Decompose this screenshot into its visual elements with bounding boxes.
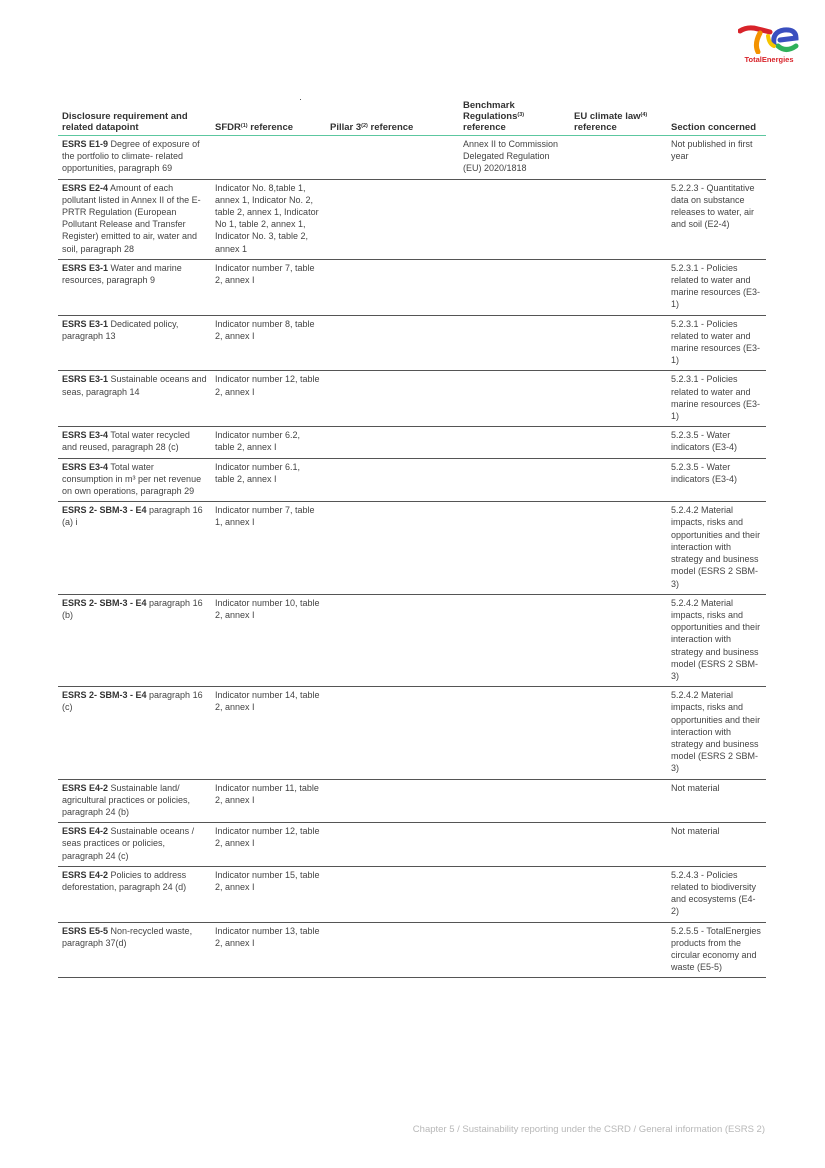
cell-section: 5.2.4.3 - Policies related to biodiversity and ecosystems (E4-2) [667,866,766,922]
cell-benchmark [459,458,570,502]
cell-benchmark [459,866,570,922]
cell-sfdr: Indicator No. 8,table 1, annex 1, Indicator No. 2, table 2, annex 1, Indicator No 1, table 2, annex 1, Indicator No. 3, table 2, annex 1 [211,179,326,259]
cell-disclosure: ESRS E3-4 Total water recycled and reused, paragraph 28 (c) [58,427,211,458]
cell-section: 5.2.4.2 Material impacts, risks and opportunities and their interaction with strategy and business model (ESRS 2 SBM-3) [667,687,766,779]
cell-pillar3 [326,315,459,371]
cell-pillar3 [326,922,459,978]
cell-eu-climate-law [570,594,667,686]
cell-sfdr: Indicator number 14, table 2, annex I [211,687,326,779]
cell-eu-climate-law [570,502,667,594]
table-row [58,259,766,315]
cell-eu-climate-law [570,866,667,922]
cell-disclosure: ESRS E4-2 Sustainable land/ agricultural practices or policies, paragraph 24 (b) [58,779,211,823]
cell-benchmark [459,371,570,427]
table-row [58,136,766,180]
cell-disclosure: ESRS E4-2 Sustainable oceans / seas practices or policies, paragraph 24 (c) [58,823,211,867]
cell-sfdr [211,136,326,180]
cell-pillar3 [326,458,459,502]
cell-section: Not material [667,779,766,823]
cell-eu-climate-law [570,179,667,259]
cell-sfdr: Indicator number 13, table 2, annex I [211,922,326,978]
cell-section: 5.2.3.1 - Policies related to water and marine resources (E3-1) [667,315,766,371]
cell-pillar3 [326,427,459,458]
cell-pillar3 [326,259,459,315]
cell-disclosure: ESRS E1-9 Degree of exposure of the portfolio to climate- related opportunities, paragraph 69 [58,136,211,180]
cell-sfdr: Indicator number 10, table 2, annex I [211,594,326,686]
table-row [58,823,766,867]
cell-section: Not published in first year [667,136,766,180]
table-row [58,315,766,371]
cell-disclosure: ESRS E4-2 Policies to address deforestation, paragraph 24 (d) [58,866,211,922]
cell-section: 5.2.3.5 - Water indicators (E3-4) [667,427,766,458]
cell-benchmark [459,823,570,867]
cell-sfdr: Indicator number 7, table 1, annex I [211,502,326,594]
cell-section: 5.2.4.2 Material impacts, risks and opportunities and their interaction with strategy and business model (ESRS 2 SBM-3) [667,594,766,686]
cell-section: 5.2.3.5 - Water indicators (E3-4) [667,458,766,502]
cell-benchmark [459,922,570,978]
table-row [58,179,766,259]
cell-disclosure: ESRS E3-1 Dedicated policy, paragraph 13 [58,315,211,371]
header-section: Section concerned [667,100,766,136]
cell-section: 5.2.2.3 - Quantitative data on substance releases to water, air and soil (E2-4) [667,179,766,259]
cell-eu-climate-law [570,823,667,867]
cell-pillar3 [326,823,459,867]
cell-pillar3 [326,866,459,922]
cell-pillar3 [326,502,459,594]
header-benchmark: Benchmark Regulations$^{(3)}$ reference [459,100,570,136]
cell-disclosure: ESRS E3-1 Water and marine resources, paragraph 9 [58,259,211,315]
cell-section: Not material [667,823,766,867]
cell-eu-climate-law [570,922,667,978]
cell-disclosure: ESRS E2-4 Amount of each pollutant listed in Annex II of the E-PRTR Regulation (European Pollutant Release and Transfer Register) emitted to air, water and soil, paragraph 28 [58,179,211,259]
cell-disclosure: ESRS 2- SBM-3 - E4 paragraph 16 (b) [58,594,211,686]
cell-pillar3 [326,136,459,180]
header-sfdr: SFDR$^{(1)}$ reference [211,100,326,136]
cell-eu-climate-law [570,371,667,427]
brand-name: TotalEnergies [744,55,794,64]
cell-sfdr: Indicator number 11, table 2, annex I [211,779,326,823]
cell-pillar3 [326,179,459,259]
cell-section: 5.2.3.1 - Policies related to water and marine resources (E3-1) [667,259,766,315]
cell-sfdr: Indicator number 6.1, table 2, annex I [211,458,326,502]
cell-sfdr: Indicator number 15, table 2, annex I [211,866,326,922]
cell-benchmark [459,427,570,458]
cell-eu-climate-law [570,779,667,823]
cell-benchmark [459,179,570,259]
cell-benchmark [459,502,570,594]
table-row [58,687,766,779]
table-row [58,371,766,427]
cell-disclosure: ESRS 2- SBM-3 - E4 paragraph 16 (a) i [58,502,211,594]
cell-sfdr: Indicator number 12, table 2, annex I [211,823,326,867]
cell-benchmark [459,687,570,779]
header-eu-climate-law: EU climate law$^{(4)}$ reference [570,100,667,136]
table-row [58,922,766,978]
cell-eu-climate-law [570,136,667,180]
cell-pillar3 [326,594,459,686]
cell-eu-climate-law [570,427,667,458]
cell-sfdr: Indicator number 7, table 2, annex I [211,259,326,315]
cell-sfdr: Indicator number 8, table 2, annex I [211,315,326,371]
table-row [58,502,766,594]
cell-sfdr: Indicator number 6.2, table 2, annex I [211,427,326,458]
table-row [58,458,766,502]
cell-section: 5.2.3.1 - Policies related to water and marine resources (E3-1) [667,371,766,427]
cell-eu-climate-law [570,687,667,779]
header-disclosure: Disclosure requirement and related datapoint [58,100,211,136]
cell-disclosure: ESRS E5-5 Non-recycled waste, paragraph 37(d) [58,922,211,978]
cell-eu-climate-law [570,315,667,371]
logo-mark-icon [738,24,800,54]
cell-benchmark [459,315,570,371]
cell-benchmark [459,779,570,823]
cell-benchmark [459,259,570,315]
cell-pillar3 [326,779,459,823]
table-row [58,779,766,823]
cell-benchmark [459,594,570,686]
cell-disclosure: ESRS E3-1 Sustainable oceans and seas, paragraph 14 [58,371,211,427]
cell-section: 5.2.4.2 Material impacts, risks and opportunities and their interaction with strategy and business model (ESRS 2 SBM-3) [667,502,766,594]
table-row [58,866,766,922]
cell-section: 5.2.5.5 - TotalEnergies products from the circular economy and waste (E5-5) [667,922,766,978]
header-pillar3: Pillar 3$^{(2)}$ reference [326,100,459,136]
page-footer: Chapter 5 / Sustainability reporting under the CSRD / General information (ESRS 2) [412,1124,765,1135]
cell-eu-climate-law [570,259,667,315]
cell-sfdr: Indicator number 12, table 2, annex I [211,371,326,427]
cell-pillar3 [326,371,459,427]
cell-pillar3 [326,687,459,779]
table-row [58,594,766,686]
table-row [58,427,766,458]
cell-disclosure: ESRS 2- SBM-3 - E4 paragraph 16 (c) [58,687,211,779]
brand-logo [738,24,800,64]
reference-table [58,100,766,978]
table-header [58,100,766,136]
cell-benchmark: Annex II to Commission Delegated Regulation (EU) 2020/1818 [459,136,570,180]
cell-eu-climate-law [570,458,667,502]
cell-disclosure: ESRS E3-4 Total water consumption in m³ per net revenue on own operations, paragraph 29 [58,458,211,502]
